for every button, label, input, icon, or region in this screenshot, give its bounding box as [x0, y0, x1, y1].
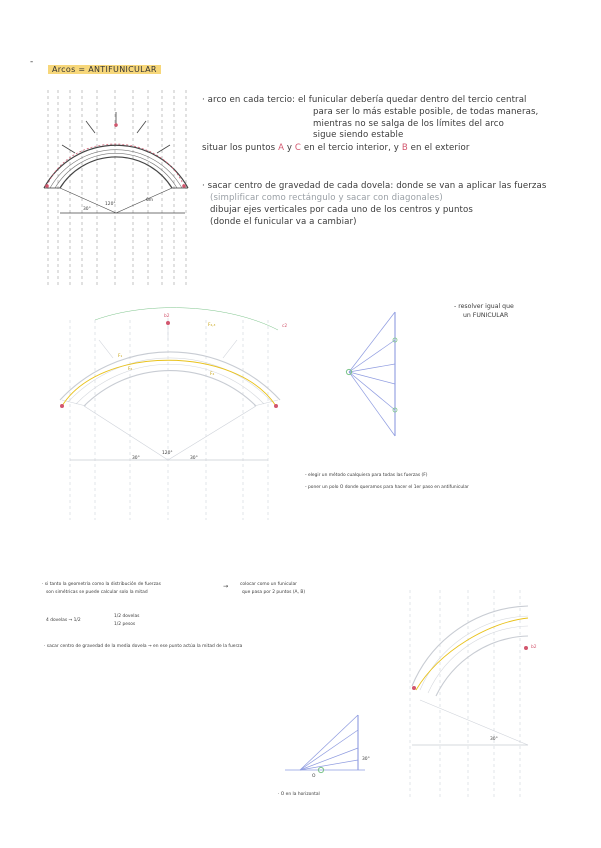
note1-line5-mid1: y — [284, 143, 295, 153]
note5-line2b: 1/2 pesos — [114, 622, 136, 627]
fig3-force-polygon — [285, 715, 365, 770]
note2-line1: · sacar centro de gravedad de cada dovela: donde se van a aplicar las fuerzas — [202, 181, 547, 191]
note4-line2: - poner un polo O donde queramos para hacer el 1er paso en antifunicular — [305, 485, 469, 490]
fig2-force-top: F₂,₃ — [208, 323, 216, 328]
note6-line1: · O en la horizontal — [278, 792, 320, 797]
fig3-pole-label: O — [312, 774, 316, 779]
fig1-span: 6m — [146, 198, 154, 203]
note5-line2a: 1/2 dovelas — [114, 614, 140, 619]
note5-line1: · si tanto la geometría como la distribución de fuerzas — [42, 582, 161, 587]
fig3-angle: 30° — [490, 737, 498, 742]
fig2-angle-center: 120° — [162, 451, 173, 456]
fig2-angle-right: 30° — [190, 456, 198, 461]
fig2-label-b: b2 — [164, 314, 170, 319]
fig2-force-left: F₁ — [118, 354, 123, 359]
fig3-point-b — [524, 646, 528, 650]
fig3-vertical-axes — [410, 590, 520, 800]
fig1-angle-left: 30° — [83, 207, 91, 212]
fig3-ray — [300, 748, 358, 770]
note5-line2: 4 dovelas → 1/2 — [46, 618, 81, 623]
fig3-arch-intrados — [436, 636, 528, 696]
fig2-force-right: F₄ — [210, 372, 215, 377]
note5-line1b: son simétricas se puede calcular solo la mitad — [46, 590, 148, 595]
note1-point-b: B — [401, 143, 408, 153]
page-title-text: Arcos = ANTIFUNICULAR — [48, 65, 161, 74]
fig3-ray — [300, 730, 358, 770]
note1-line5-mid2: en el tercio interior, y — [301, 143, 402, 153]
note5-line1c: colocar como un funicular — [240, 582, 297, 587]
note2-line3: dibujar ejes verticales por cada uno de los centros y puntos — [210, 205, 473, 215]
note4-line1: - elegir un método cualquiera para todas las fuerzas (F) — [305, 473, 428, 478]
fig3-angle-small: 30° — [362, 757, 370, 762]
title-bullet: - — [30, 57, 34, 67]
note1-line5-post: en el exterior — [407, 143, 470, 153]
note1-line4: sigue siendo estable — [313, 130, 404, 140]
note1-line3: mientras no se salga de los límites del arco — [313, 119, 504, 129]
fig2-angle-left: 30° — [132, 456, 140, 461]
note1-point-a: A — [278, 143, 285, 153]
note1-point-c: C — [294, 143, 302, 153]
fig1-angle-center: 120° — [105, 202, 116, 207]
fig3-point-a — [412, 686, 416, 690]
fig2-force-mid: F₂ — [128, 367, 133, 372]
fig3-radius — [420, 700, 528, 745]
note5-line1d: que pasa por 2 puntos (A, B) — [242, 590, 306, 595]
note3-line2: un FUNICULAR — [463, 312, 509, 319]
note2-line2: (simplificar como rectángulo y sacar con diagonales) — [210, 193, 443, 203]
note1-line2: para ser lo más estable posible, de todas maneras, — [313, 107, 539, 117]
note2-line4: (donde el funicular va a cambiar) — [210, 217, 357, 227]
note5-arrow: → — [223, 583, 229, 590]
note1-line5-pre: situar los puntos — [202, 143, 279, 153]
note5-line3: · sacar centro de gravedad de la media dovela → en ese punto actúa la mitad de la fuerza — [44, 644, 243, 649]
note3-line1: - resolver igual que — [454, 303, 514, 310]
fig2-label-c: c2 — [282, 324, 288, 329]
fig3-label-b: b2 — [531, 645, 537, 650]
note1-line1: · arco en cada tercio: el funicular debería quedar dentro del tercio central — [202, 95, 527, 105]
